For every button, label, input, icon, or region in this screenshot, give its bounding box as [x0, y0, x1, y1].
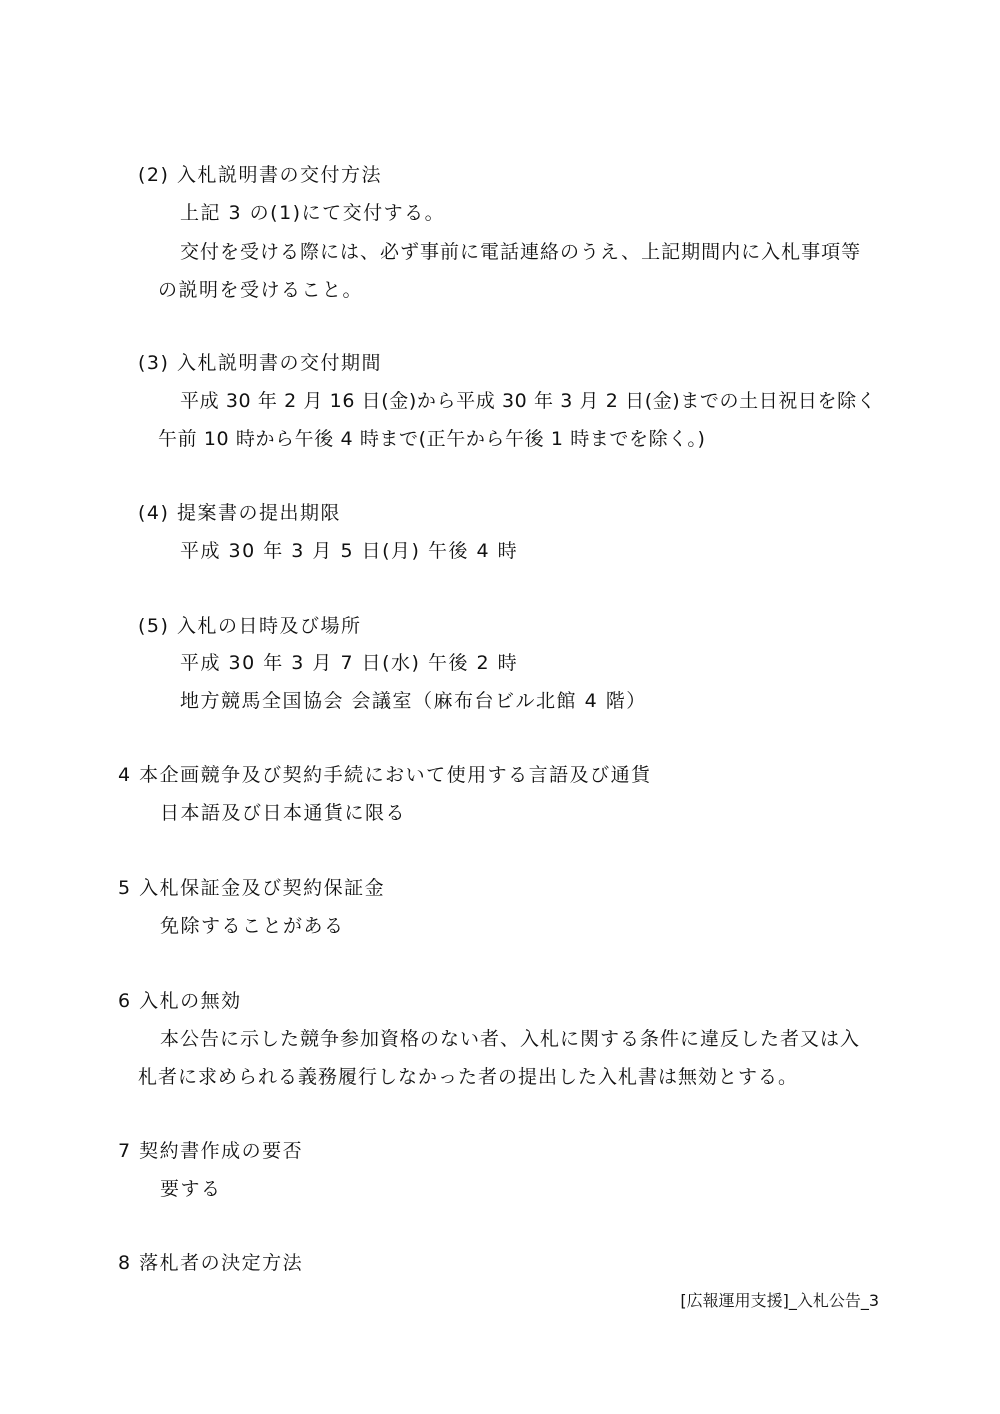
section-2-body-1: 上記 3 の(1)にて交付する。: [180, 202, 446, 224]
page-footer: [広報運用支援]_入札公告_3: [680, 1291, 879, 1310]
item-7-body: 要する: [160, 1178, 222, 1200]
section-3-heading: (3) 入札説明書の交付期間: [138, 352, 382, 374]
section-5-body-b: 地方競馬全国協会 会議室（麻布台ビル北館 4 階）: [180, 690, 647, 712]
item-4-body: 日本語及び日本通貨に限る: [160, 802, 407, 824]
item-7-heading: 7 契約書作成の要否: [118, 1140, 304, 1162]
section-2-body-2b: の説明を受けること。: [158, 279, 364, 301]
section-4-body: 平成 30 年 3 月 5 日(月) 午後 4 時: [180, 540, 519, 562]
section-5-body-a: 平成 30 年 3 月 7 日(水) 午後 2 時: [180, 652, 519, 674]
item-6-heading: 6 入札の無効: [118, 990, 242, 1012]
item-4-heading: 4 本企画競争及び契約手続において使用する言語及び通貨: [118, 764, 652, 786]
section-3-body-b: 午前 10 時から午後 4 時まで(正午から午後 1 時までを除く。): [158, 428, 706, 450]
section-2-body-2a: 交付を受ける際には、必ず事前に電話連絡のうえ、上記期間内に入札事項等: [180, 241, 862, 263]
section-3-body-a: 平成 30 年 2 月 16 日(金)から平成 30 年 3 月 2 日(金)までの土日祝日を除く: [180, 390, 877, 412]
item-8-heading: 8 落札者の決定方法: [118, 1252, 304, 1274]
section-2-heading: (2) 入札説明書の交付方法: [138, 164, 382, 186]
section-5-heading: (5) 入札の日時及び場所: [138, 615, 362, 637]
item-5-heading: 5 入札保証金及び契約保証金: [118, 877, 386, 899]
section-4-heading: (4) 提案書の提出期限: [138, 502, 341, 524]
item-6-body-b: 札者に求められる義務履行しなかった者の提出した入札書は無効とする。: [138, 1066, 799, 1088]
item-6-body-a: 本公告に示した競争参加資格のない者、入札に関する条件に違反した者又は入: [160, 1028, 861, 1050]
item-5-body: 免除することがある: [160, 915, 345, 937]
